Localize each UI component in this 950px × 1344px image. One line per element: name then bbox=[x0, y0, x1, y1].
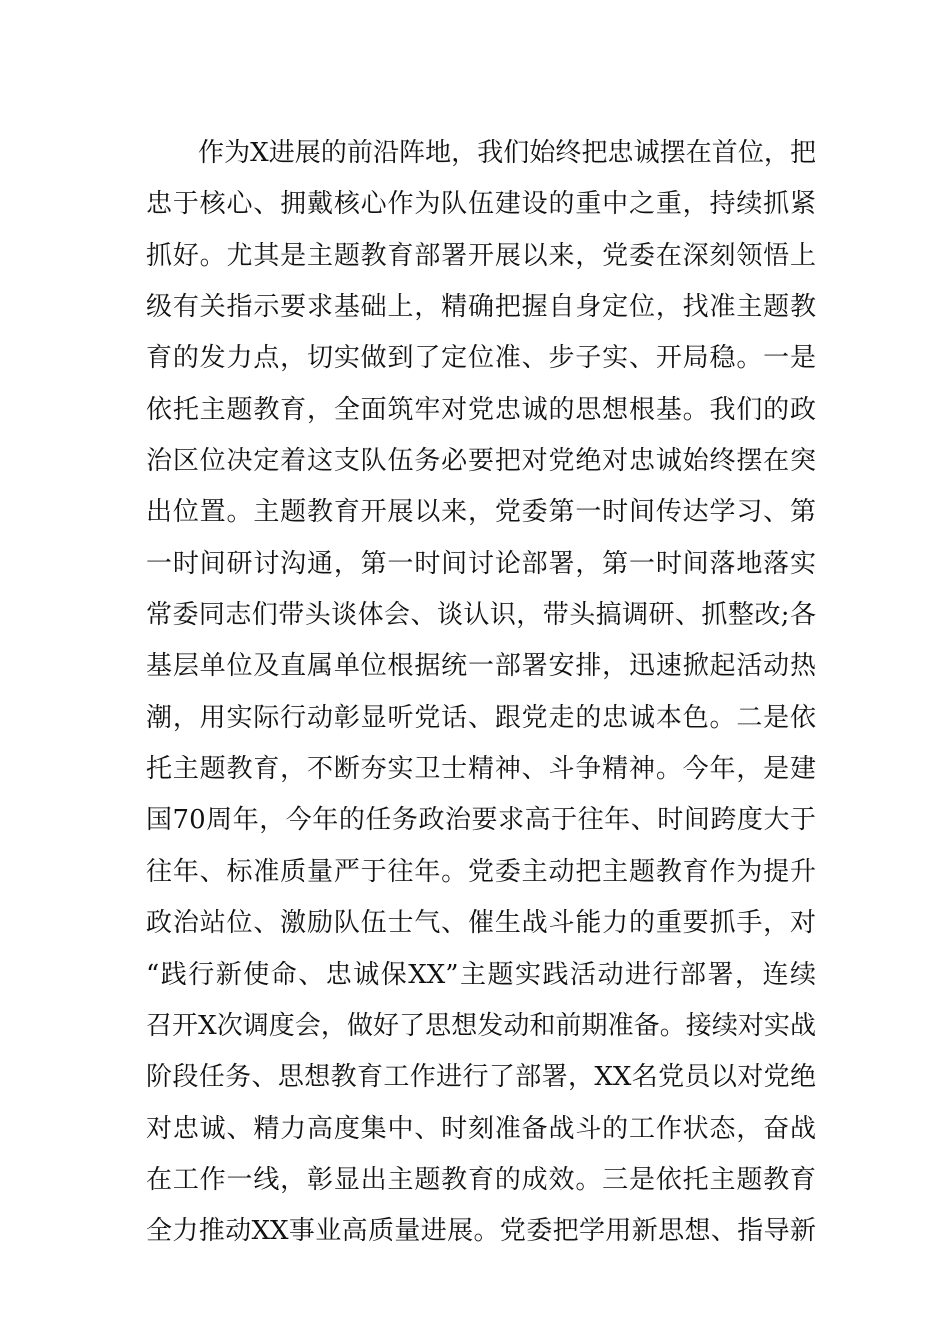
paragraph-line: 育的发力点，切实做到了定位准、步子实、开局稳。一是 bbox=[146, 343, 816, 374]
paragraph-line: 一时间研讨沟通，第一时间讨论部署，第一时间落地落实 bbox=[146, 548, 816, 579]
paragraph-line: 抓好。尤其是主题教育部署开展以来，党委在深刻领悟上 bbox=[146, 240, 816, 271]
paragraph-line: 治区位决定着这支队伍务必要把对党绝对忠诚始终摆在突 bbox=[146, 446, 816, 477]
paragraph-line: 托主题教育，不断夯实卫士精神、斗争精神。今年，是建 bbox=[146, 754, 816, 785]
paragraph-line: 全力推动XX事业高质量进展。党委把学用新思想、指导新 bbox=[146, 1216, 816, 1247]
body-paragraph bbox=[146, 128, 816, 1258]
paragraph-line: 召开X次调度会，做好了思想发动和前期准备。接续对实战 bbox=[146, 1010, 816, 1041]
paragraph-line: 级有关指示要求基础上，精确把握自身定位，找准主题教 bbox=[146, 292, 816, 323]
paragraph-line: 对忠诚、精力高度集中、时刻准备战斗的工作状态，奋战 bbox=[146, 1113, 816, 1144]
paragraph-line: 国70周年，今年的任务政治要求高于往年、时间跨度大于 bbox=[146, 805, 816, 836]
paragraph-line: “践行新使命、忠诚保XX”主题实践活动进行部署，连续 bbox=[146, 959, 816, 990]
paragraph-line: 常委同志们带头谈体会、谈认识，带头搞调研、抓整改;各 bbox=[146, 600, 816, 631]
paragraph-line: 依托主题教育，全面筑牢对党忠诚的思想根基。我们的政 bbox=[146, 394, 816, 425]
paragraph-line: 潮，用实际行动彰显听党话、跟党走的忠诚本色。二是依 bbox=[146, 702, 816, 733]
paragraph-line: 基层单位及直属单位根据统一部署安排，迅速掀起活动热 bbox=[146, 651, 816, 682]
paragraph-line: 作为X进展的前沿阵地，我们始终把忠诚摆在首位，把 bbox=[198, 138, 816, 168]
paragraph-line: 往年、标准质量严于往年。党委主动把主题教育作为提升 bbox=[146, 856, 816, 887]
paragraph-line: 在工作一线，彰显出主题教育的成效。三是依托主题教育 bbox=[146, 1164, 816, 1195]
paragraph-line: 阶段任务、思想教育工作进行了部署，XX名党员以对党绝 bbox=[146, 1062, 816, 1093]
paragraph-line: 政治站位、激励队伍士气、催生战斗能力的重要抓手，对 bbox=[146, 908, 816, 939]
paragraph-line: 出位置。主题教育开展以来，党委第一时间传达学习、第 bbox=[146, 497, 816, 528]
paragraph-line: 忠于核心、拥戴核心作为队伍建设的重中之重，持续抓紧 bbox=[146, 189, 816, 220]
